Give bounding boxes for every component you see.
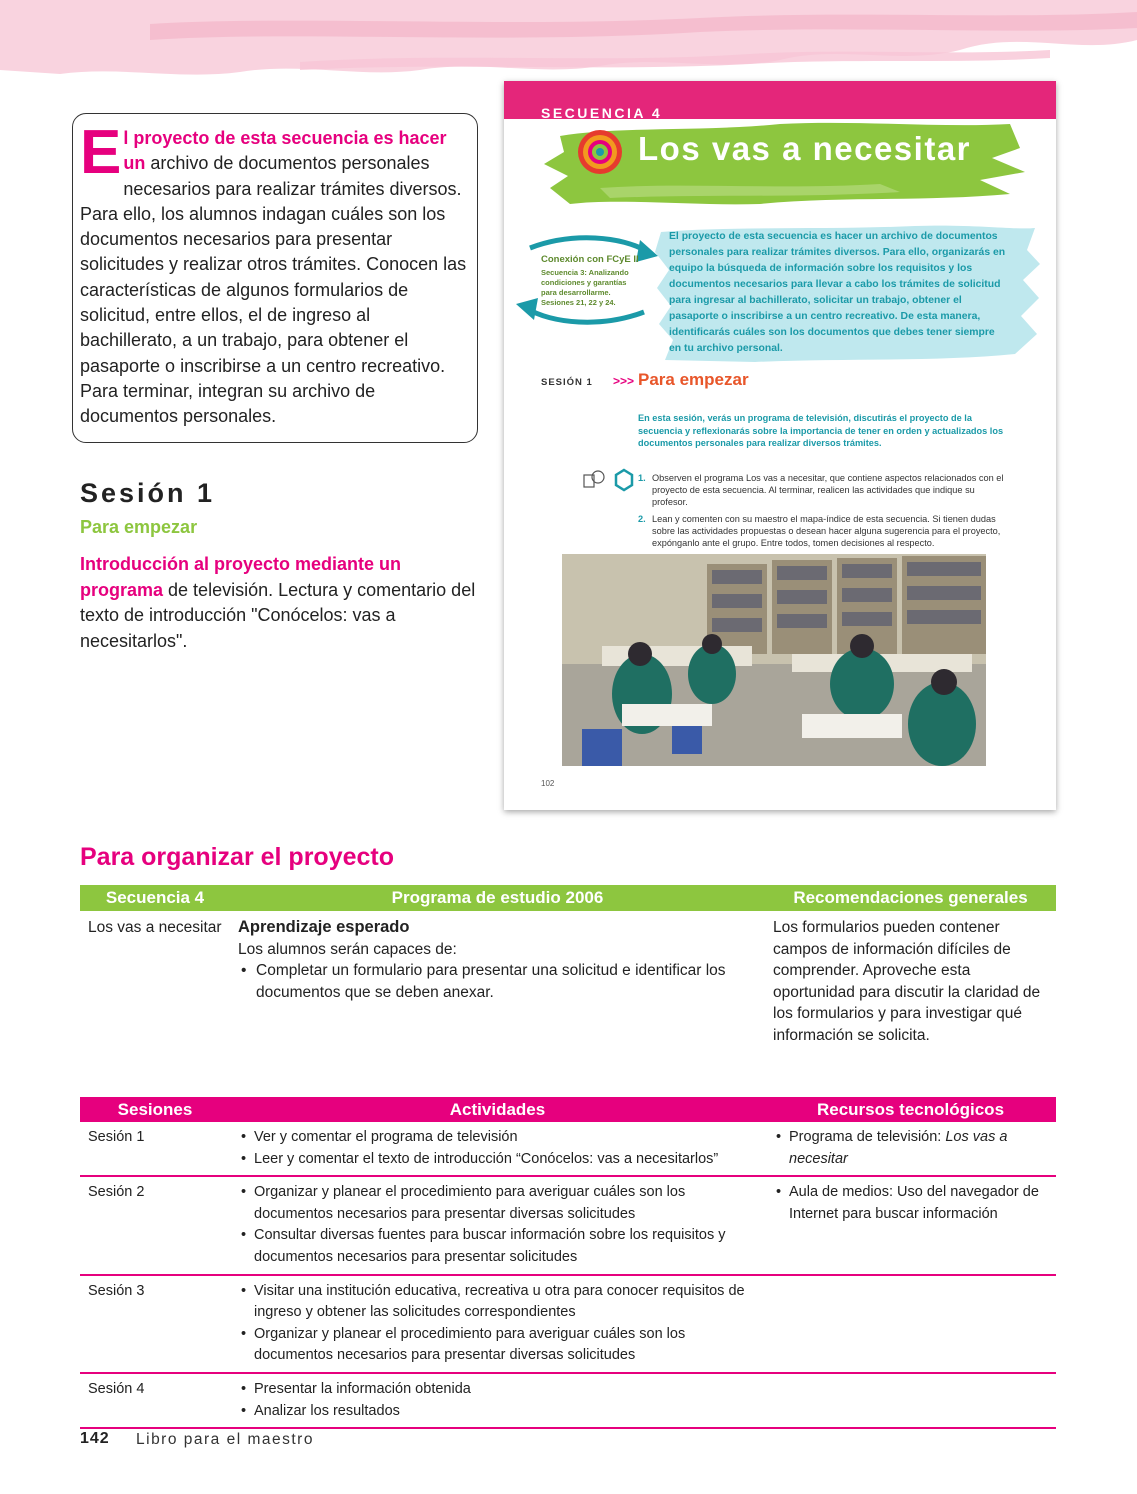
expected-learning-item: • Completar un formulario para presentar una solicitud e identificar los documentos que se deben anexar. [238,960,757,1003]
sessions-table [80,1097,1056,1429]
book-intro-text: El proyecto de esta secuencia es hacer un archivo de documentos personales para realizar trámites diversos. Para ello, organizarás en equipo la búsqueda de información sobre los requisitos y los documentos necesarios para llevar a cabo los trámites de solicitud para ingresar al bachillerato, solicitar un trabajo, obtener el pasaporte o inscribirse a un centro recreativo. De esta manera, identificarás cuáles son los documentos que debes tener siempre en tu archivo personal. [669,231,1006,354]
book-activity-list [638,472,1008,554]
activity-item: • Presentar la información obtenida [238,1379,757,1401]
session-title: Sesión 1 [80,478,216,508]
intro-text [80,118,472,430]
activities-cell [230,1176,765,1274]
session-cell: Sesión 3 [80,1275,230,1373]
target-icon [577,129,623,175]
resources-cell [765,1373,1056,1428]
activity-item: • Visitar una institución educativa, recreativa u otra para conocer requisitos de ingreso y obtener las solicitudes correspondientes [238,1281,757,1324]
session-description [80,552,480,654]
table-row [80,911,1056,1060]
table-row [80,1122,1056,1176]
program-table [80,885,1056,1060]
sequence-cell: Los vas a necesitar [88,919,222,936]
resources-cell [765,1275,1056,1373]
expected-learning-title: Aprendizaje esperado [238,918,410,936]
table-header-cell: Recursos tecnológicos [765,1097,1056,1122]
expected-learning-cell [230,911,765,1060]
book-session-intro: En esta sesión, verás un programa de televisión, discutirás el proyecto de la secuencia y reflexionarás sobre la importancia de tener en orden y actualizados los documentos personales para realizar diversos trámites. [638,413,1004,448]
connection-text: Secuencia 3: Analizando condiciones y garantías para desarrollarme. Sesiones 21, 22 y 24. [541,268,629,307]
book-sequence-label: SECUENCIA 4 [541,105,663,121]
activity-item: • Ver y comentar el programa de televisión [238,1127,757,1149]
book-activity-item [638,513,1008,549]
activity-item: • Consultar diversas fuentes para buscar información sobre los requisitos y documentos necesarios para presentar solicitudes [238,1225,757,1268]
expected-learning-intro: Los alumnos serán capaces de: [238,940,457,958]
book-activity-text: Lean y comenten con su maestro el mapa-índice de esta secuencia. Si tienen dudas sobre las actividades propuestas o desean hacer alguna sugerencia para el proyecto, expónganlo ante el grupo. Entre todos, tomen decisiones al respecto. [652,514,1001,548]
table-header-cell: Secuencia 4 [80,885,230,911]
activities-cell [230,1275,765,1373]
resource-item [773,1127,1048,1170]
book-activity-number: 2. [638,514,646,524]
book-activity-number: 1. [638,473,646,483]
activity-item: • Leer y comentar el texto de introducción “Conócelos: vas a necesitarlos” [238,1149,757,1171]
classroom-photo [562,554,986,766]
resource-title: Los vas a necesitar [789,1129,1008,1167]
resource-text: Programa de televisión: [789,1129,946,1145]
intro-lead: l proyecto de esta secuencia es hacer un [123,128,447,174]
book-activity-item [638,472,1008,508]
book-activity-text: Observen el programa Los vas a necesitar, que contiene aspectos relacionados con el proyecto de esta secuencia. Al terminar, realicen las actividades que indique su profesor. [652,473,1004,507]
activity-icons [582,468,634,492]
book-page-number: 102 [541,779,555,788]
table-row [80,1176,1056,1274]
table-header-cell: Actividades [230,1097,765,1122]
book-para-empezar: Para empezar [638,370,749,389]
session-cell: Sesión 2 [80,1176,230,1274]
resource-item: • Aula de medios: Uso del navegador de Internet para buscar información [773,1182,1048,1225]
recommendation-cell: Los formularios pueden contener campos de información difíciles de comprender. Aproveche esta oportunidad para discutir la claridad de los formularios y para investigar qué información se solicita. [773,919,1041,1044]
activity-item: • Analizar los resultados [238,1401,757,1423]
chevrons-icon: >>> [613,374,635,388]
organize-title: Para organizar el proyecto [80,843,395,871]
session-subtitle: Para empezar [80,517,198,537]
activity-item: • Organizar y planear el procedimiento para averiguar cuáles son los documentos necesarios para presentar diversas solicitudes [238,1324,757,1367]
connection-title: Conexión con FCyE II [541,254,639,265]
footer-page-number: 142 [80,1430,110,1447]
sessions-table-header-row [80,1097,1056,1122]
activities-cell [230,1122,765,1176]
activities-cell [230,1373,765,1428]
table-row [80,1373,1056,1428]
session-description-lead: Introducción al proyecto mediante un programa [80,554,402,600]
table-row [80,1275,1056,1373]
program-table-header-row [80,885,1056,911]
resources-cell [765,1176,1056,1274]
resources-cell [765,1122,1056,1176]
table-header-cell: Programa de estudio 2006 [230,885,765,911]
session-cell: Sesión 4 [80,1373,230,1428]
book-title: Los vas a necesitar [638,130,972,167]
drop-cap: E [80,118,122,187]
table-header-cell: Sesiones [80,1097,230,1122]
book-session-label: SESIÓN 1 [541,377,593,388]
session-description-body: de televisión. Lectura y comentario del texto de introducción "Conócelos: vas a necesitarlos". [80,579,476,651]
table-header-cell: Recomendaciones generales [765,885,1056,911]
activity-item: • Organizar y planear el procedimiento para averiguar cuáles son los documentos necesarios para presentar diversas solicitudes [238,1182,757,1225]
intro-body: archivo de documentos personales necesarios para realizar trámites diversos. Para ello, los alumnos indagan cuáles son los documentos necesarios para presentar solicitudes y realizar otros trámites. Conocen las características de algunos formularios de solicitud, entre ellos, el de ingreso al bachillerato, a un trabajo, para obtener el pasaporte o inscribirse a un centro recreativo. Para terminar, integran su archivo de documentos personales. [80,153,467,427]
session-cell: Sesión 1 [80,1122,230,1176]
footer-book-name: Libro para el maestro [136,1431,314,1448]
